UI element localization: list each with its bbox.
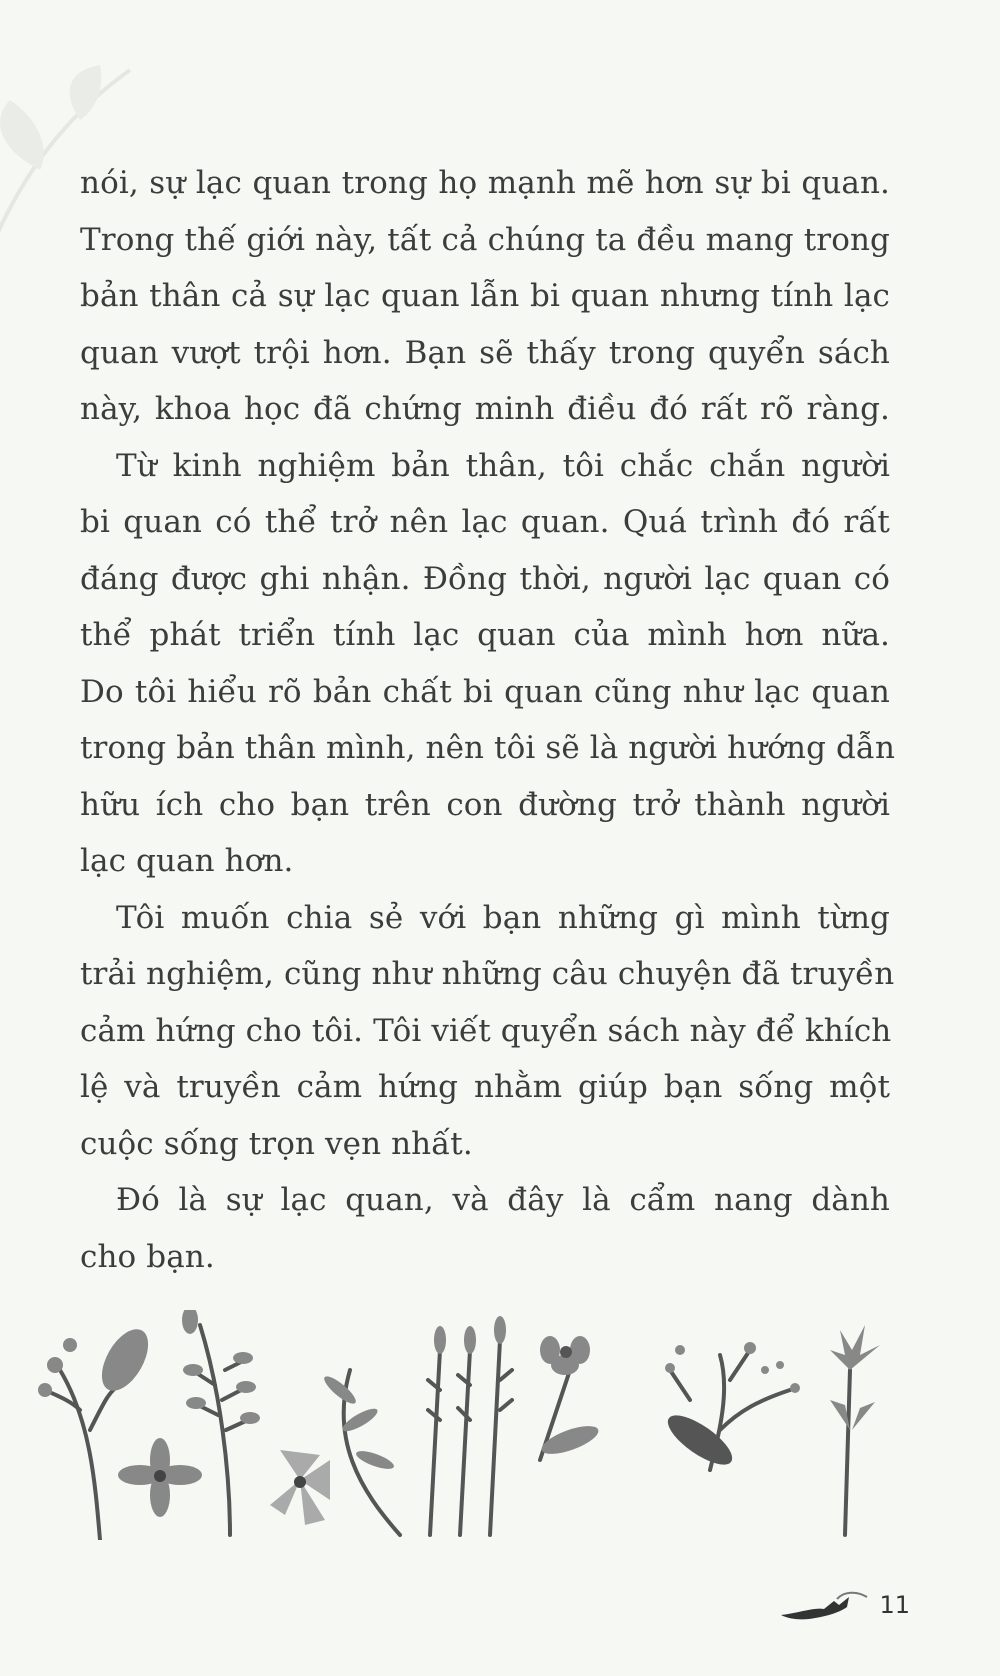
text-line: trong bản thân mình, nên tôi sẽ là người hướng dẫn [80,730,896,766]
text-line: quan vượt trội hơn. Bạn sẽ thấy trong quyển sách [80,334,890,371]
text-line: Do tôi hiểu rõ bản chất bi quan cũng như lạc quan [80,673,890,710]
paragraph-3 [80,890,895,1173]
text-line: Đó là sự lạc quan, và đây là cẩm nang dành [116,1182,890,1218]
text-line: Trong thế giới này, tất cả chúng ta đều mang trong [80,221,890,258]
text-line: Tôi muốn chia sẻ với bạn những gì mình từng [116,899,890,936]
text-line: hữu ích cho bạn trên con đường trở thành người [80,786,890,823]
paragraph-1 [80,155,890,438]
text-line: bi quan có thể trở nên lạc quan. Quá trình đó rất [80,504,890,540]
text-line: lệ và truyền cảm hứng nhằm giúp bạn sống một [80,1069,890,1105]
text-line: cho bạn. [80,1238,215,1275]
text-line: lạc quan hơn. [80,843,294,879]
body-text [80,155,896,1285]
text-line: trải nghiệm, cũng như những câu chuyện đã truyền [80,956,895,992]
page-number: 11 [879,1591,910,1619]
text-line: bản thân cả sự lạc quan lẫn bi quan nhưng tính lạc [80,278,890,314]
text-line: cuộc sống trọn vẹn nhất. [80,1125,473,1162]
text-line: cảm hứng cho tôi. Tôi viết quyển sách này để khích [80,1012,892,1049]
page-footer [779,1585,910,1625]
botanical-flowers-icon [30,1310,950,1540]
bird-icon [779,1587,869,1623]
text-line: nói, sự lạc quan trong họ mạnh mẽ hơn sự bi quan. [80,165,890,201]
text-line: đáng được ghi nhận. Đồng thời, người lạc quan có [80,560,890,597]
text-line: thể phát triển tính lạc quan của mình hơn nữa. [80,617,890,653]
text-line: này, khoa học đã chứng minh điều đó rất rõ ràng. [80,391,890,427]
paragraph-4 [80,1172,890,1285]
text-line: Từ kinh nghiệm bản thân, tôi chắc chắn người [116,447,890,484]
paragraph-2 [80,438,896,890]
